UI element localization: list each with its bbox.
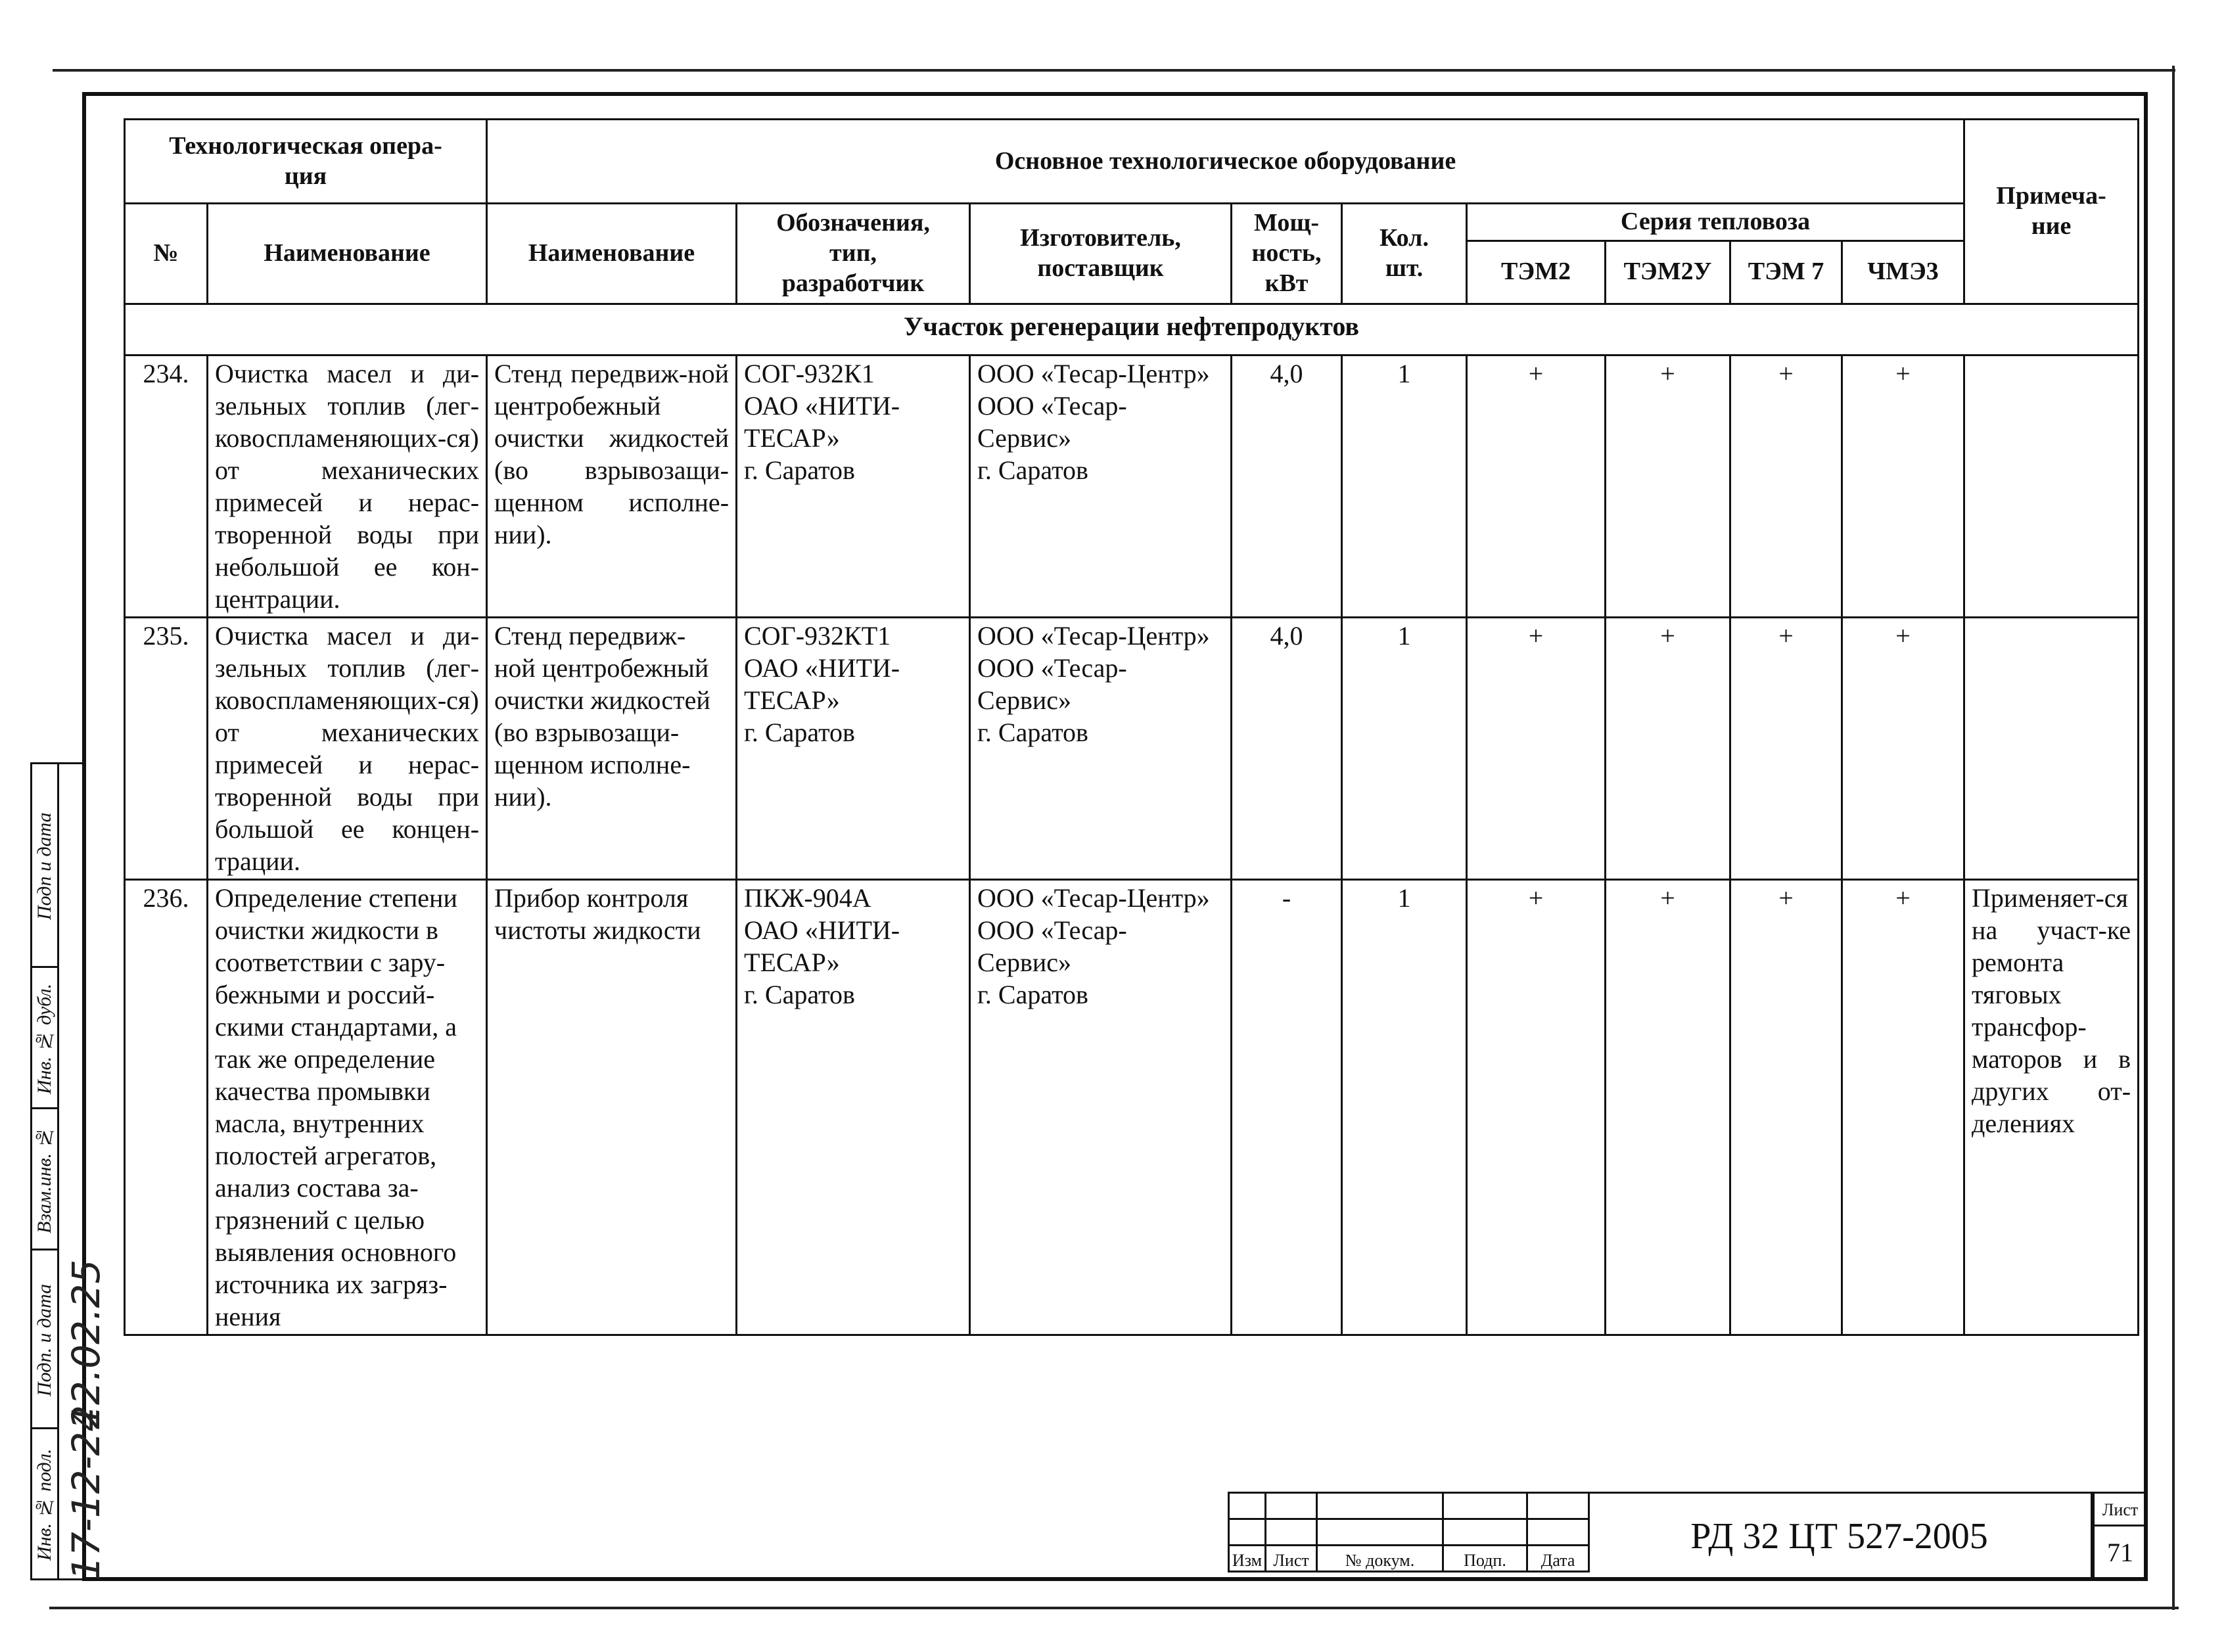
sheet-label: Лист (2095, 1494, 2146, 1526)
row-tem2: + (1467, 617, 1606, 879)
row-tem7: + (1730, 355, 1842, 617)
header-qty: Кол. шт. (1342, 204, 1467, 304)
row-power: - (1232, 879, 1342, 1335)
row-tem2u: + (1606, 355, 1730, 617)
header-series-tem7: ТЭМ 7 (1730, 241, 1842, 304)
tb-label-date: Дата (1527, 1546, 1589, 1572)
header-eq-name: Наименование (487, 204, 737, 304)
header-op-name: Наименование (208, 204, 487, 304)
page-edge-bottom (49, 1607, 2179, 1609)
row-tem7: + (1730, 617, 1842, 879)
row-designation: ПКЖ-904А ОАО «НИТИ- ТЕСАР» г. Саратов (737, 879, 970, 1335)
header-main-equipment: Основное технологическое оборудование (487, 120, 1964, 204)
strip-divider (57, 764, 59, 1578)
handwritten-date: 22.02.25 (64, 1259, 108, 1429)
row-tem2u: + (1606, 617, 1730, 879)
section-title: Участок регенерации нефтепродуктов (125, 304, 2139, 355)
row-op-name: Определение степени очистки жидкости в соответствии с зару- бежными и россий- скими стандартами, а так же определение качества промывки масла, внутренних полостей агрегатов, анализ состава за- грязнений с целью выявления основного источника их загряз- нения (208, 879, 487, 1335)
row-op-name: Очистка масел и ди-зельных топлив (лег-ковоспламеняющих-ся) от механических примесей и нерас-творенной воды при небольшой ее кон-центрации. (208, 355, 487, 617)
row-tem2u: + (1606, 879, 1730, 1335)
row-remark (1964, 617, 2139, 879)
header-manufacturer: Изготовитель, поставщик (970, 204, 1232, 304)
table-row (125, 617, 2139, 879)
page-edge-right (2172, 66, 2175, 1610)
table-row (125, 355, 2139, 617)
row-op-name: Очистка масел и ди-зельных топлив (лег-ковоспламеняющих-ся) от механических примесей и нерас-творенной воды при большой ее концен-трации. (208, 617, 487, 879)
row-chme3: + (1842, 879, 1964, 1335)
row-num: 236. (125, 879, 208, 1335)
tb-label-sheet: Лист (1266, 1546, 1317, 1572)
tb-label-signature: Подп. (1443, 1546, 1527, 1572)
row-power: 4,0 (1232, 355, 1342, 617)
header-series: Серия тепловоза (1467, 204, 1964, 241)
row-eq-name: Прибор контроля чистоты жидкости (487, 879, 737, 1335)
header-series-chme3: ЧМЭ3 (1842, 241, 1964, 304)
row-designation: СОГ-932КТ1 ОАО «НИТИ- ТЕСАР» г. Саратов (737, 617, 970, 879)
strip-label-orig-inv: Инв. № подл. (34, 1448, 55, 1561)
row-tem2: + (1467, 879, 1606, 1335)
row-designation: СОГ-932К1 ОАО «НИТИ- ТЕСАР» г. Саратов (737, 355, 970, 617)
row-qty: 1 (1342, 617, 1467, 879)
tb-label-change: Изм (1229, 1546, 1266, 1572)
row-num: 235. (125, 617, 208, 879)
header-series-tem2: ТЭМ2 (1467, 241, 1606, 304)
table-row (125, 879, 2139, 1335)
title-block (1228, 1492, 2148, 1581)
header-power: Мощ- ность, кВт (1232, 204, 1342, 304)
document-code: РД 32 ЦТ 527-2005 (1588, 1492, 2093, 1581)
strip-label-sign-date: Подп и дата (34, 812, 55, 920)
row-tem2: + (1467, 355, 1606, 617)
header-designation: Обозначения, тип, разработчик (737, 204, 970, 304)
header-tech-operation: Технологическая опера- ция (125, 120, 487, 204)
header-num: № (125, 204, 208, 304)
row-manufacturer: ООО «Тесар-Центр» ООО «Тесар- Сервис» г. Саратов (970, 617, 1232, 879)
sheet-box (2093, 1492, 2148, 1581)
row-power: 4,0 (1232, 617, 1342, 879)
header-remark: Примеча- ние (1964, 120, 2139, 304)
row-tem7: + (1730, 879, 1842, 1335)
page-edge-top (53, 69, 2175, 72)
row-eq-name: Стенд передвиж- ной центробежный очистки жидкостей (во взрывозащи- щенном исполне- нии). (487, 617, 737, 879)
row-remark: Применяет-ся на участ-ке ремонта тяговых трансфор-маторов и в других от-делениях (1964, 879, 2139, 1335)
row-qty: 1 (1342, 879, 1467, 1335)
row-manufacturer: ООО «Тесар-Центр» ООО «Тесар- Сервис» г. Саратов (970, 355, 1232, 617)
handwritten-number: 17-12-24 (64, 1407, 108, 1580)
sheet-number: 71 (2107, 1538, 2133, 1567)
revision-grid (1228, 1492, 1590, 1572)
row-eq-name: Стенд передвиж-ной центробежный очистки жидкостей (во взрывозащи-щенном исполне-нии). (487, 355, 737, 617)
equipment-table (124, 118, 2139, 1336)
header-series-tem2u: ТЭМ2У (1606, 241, 1730, 304)
strip-label-dup-inv: Инв. № дубл. (34, 983, 55, 1094)
row-manufacturer: ООО «Тесар-Центр» ООО «Тесар- Сервис» г. Саратов (970, 879, 1232, 1335)
strip-label-sign-date-2: Подп. и дата (34, 1283, 55, 1396)
row-chme3: + (1842, 355, 1964, 617)
approval-strip (30, 762, 108, 1580)
strip-label-replace-inv: Взам.инв. № (34, 1126, 55, 1233)
row-qty: 1 (1342, 355, 1467, 617)
row-chme3: + (1842, 617, 1964, 879)
tb-label-doc-no: № докум. (1317, 1546, 1443, 1572)
row-remark (1964, 355, 2139, 617)
row-num: 234. (125, 355, 208, 617)
